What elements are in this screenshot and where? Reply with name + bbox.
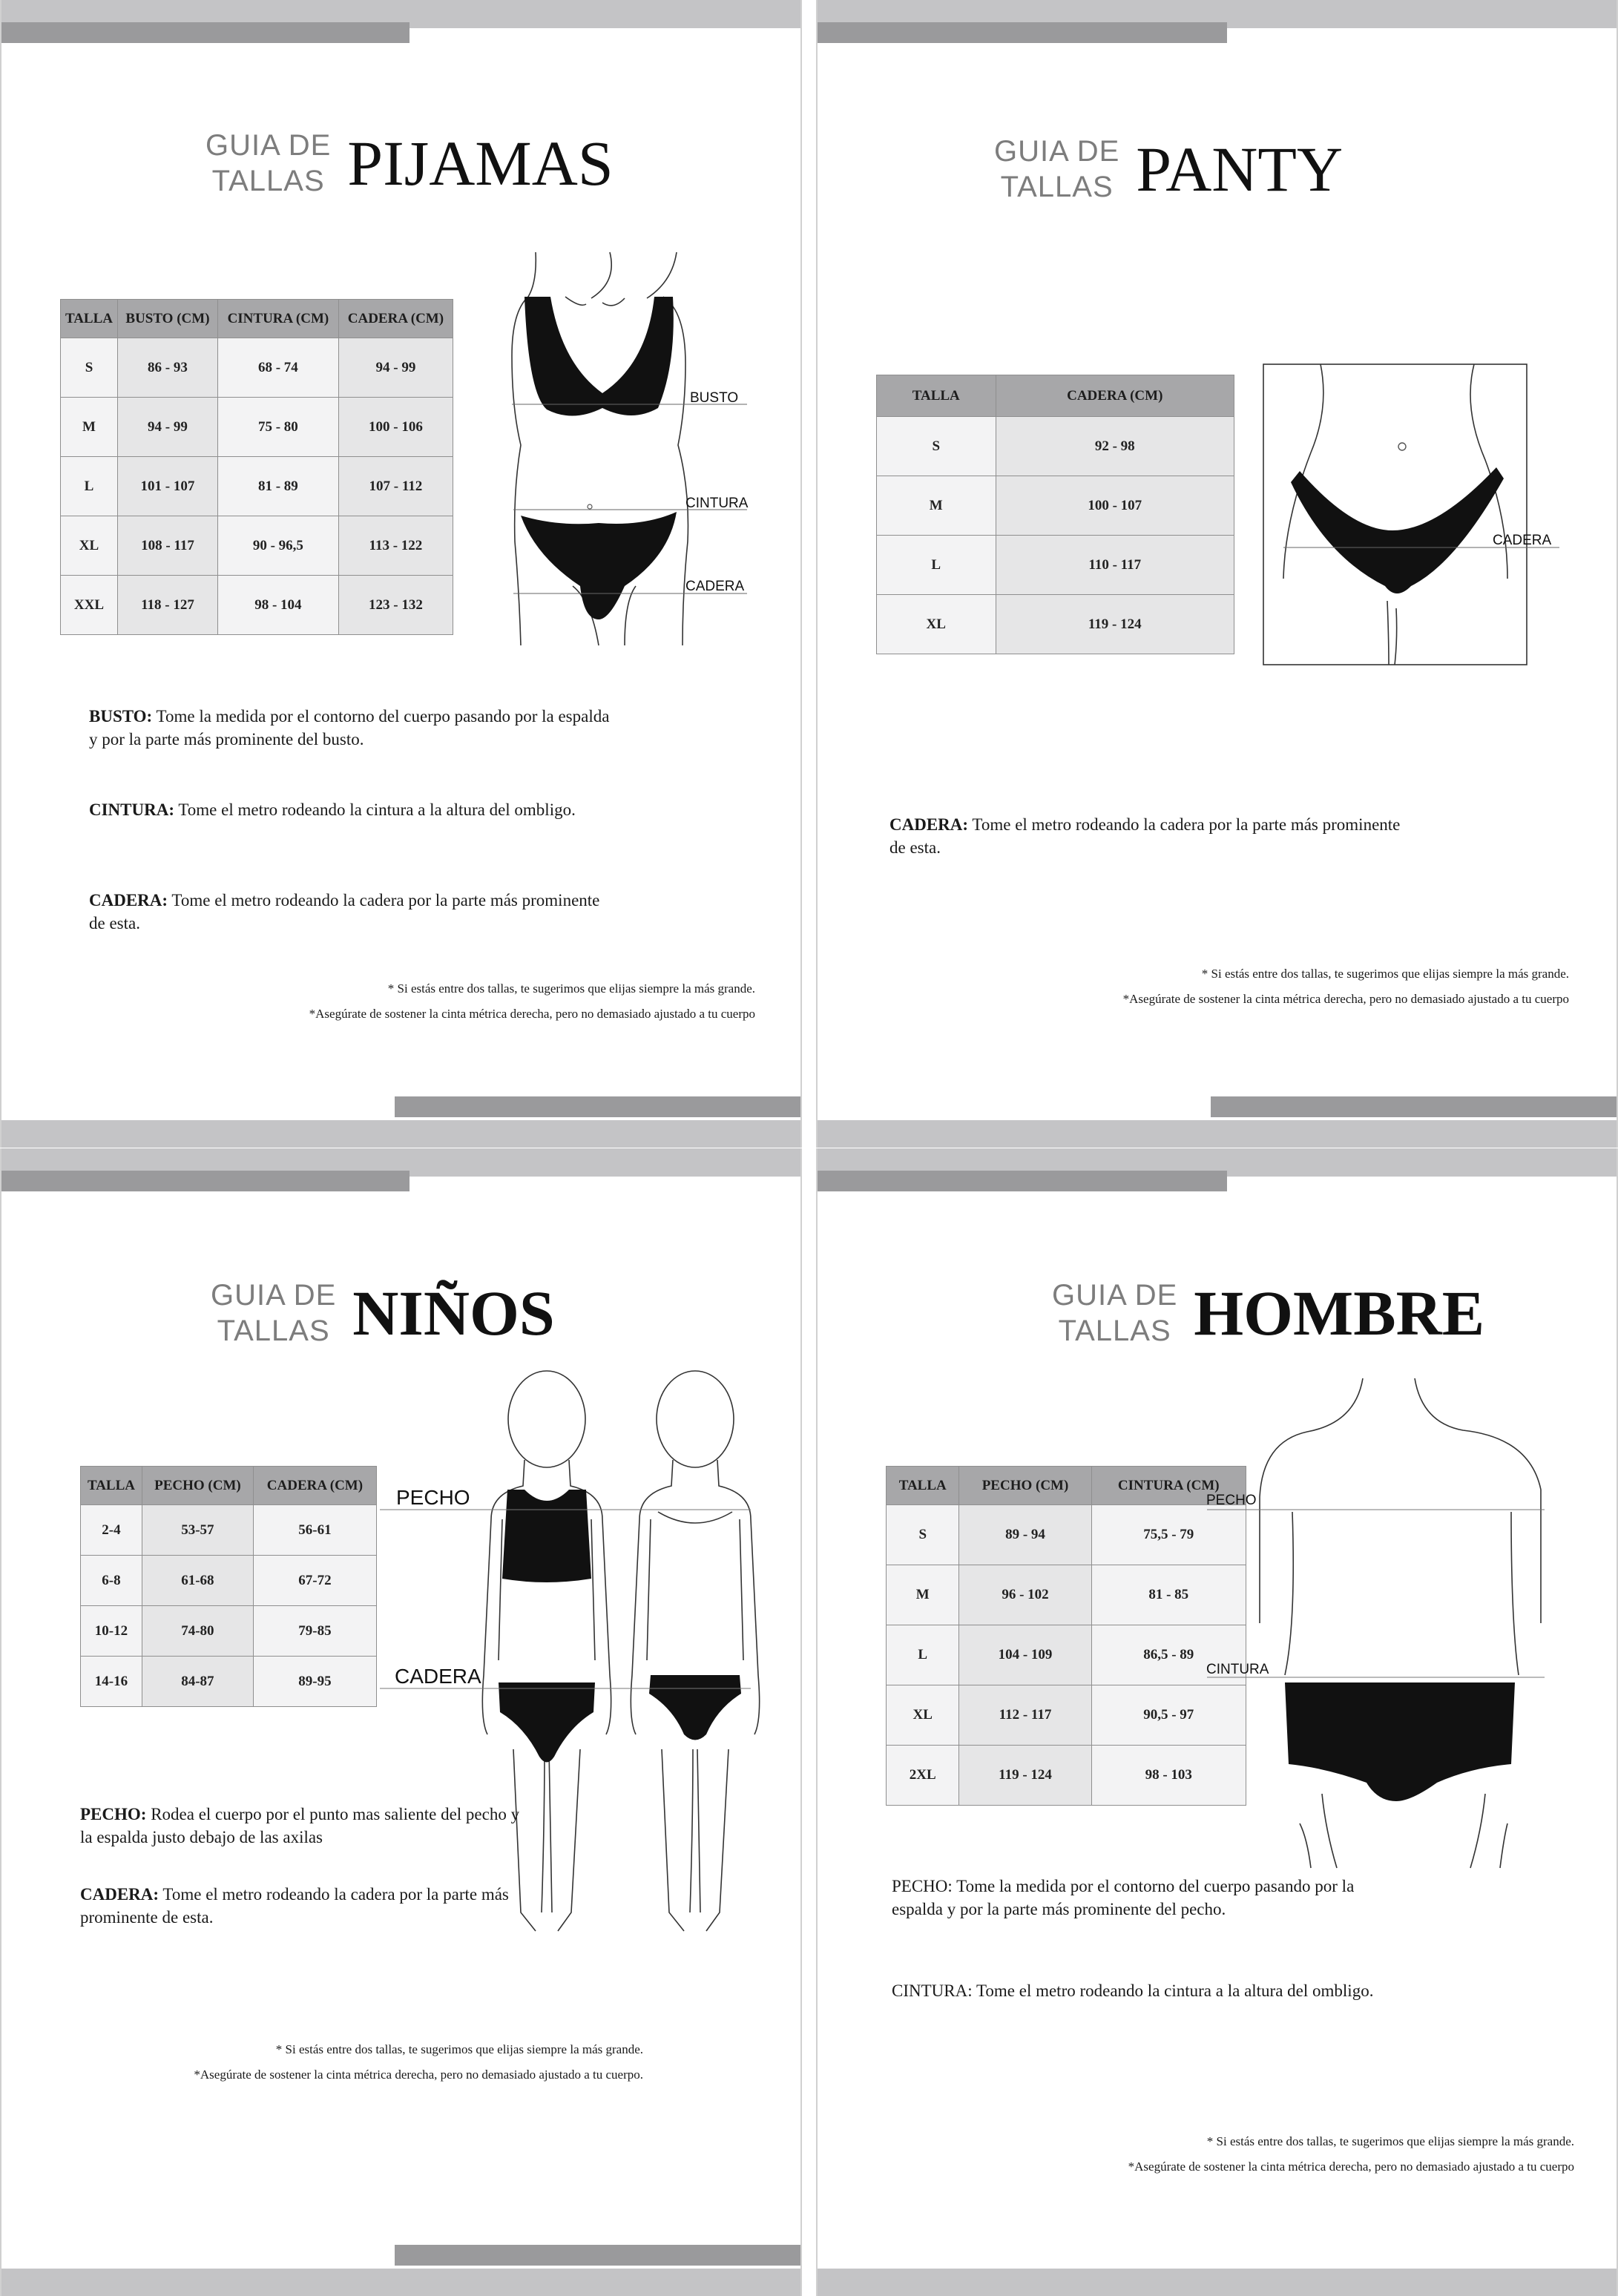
table-header-cell: CADERA (CM): [253, 1467, 376, 1505]
table-row: [61, 516, 453, 576]
table-row: [887, 1625, 1246, 1685]
table-row: [887, 1505, 1246, 1565]
desc-cadera: CADERA: Tome el metro rodeando la cadera por la parte más prominente de esta.: [80, 1885, 509, 1927]
table-cell: S: [61, 338, 118, 398]
table-cell: 79-85: [253, 1606, 376, 1657]
table-cell: 113 - 122: [338, 516, 453, 576]
panel-ninos: [0, 1148, 802, 2296]
table-cell: 89-95: [253, 1657, 376, 1707]
table-row: [61, 457, 453, 516]
page-title: GUIA DE TALLAS PANTY: [994, 134, 1344, 205]
size-table-hombre: [886, 1466, 1246, 1806]
table-cell: 81 - 89: [217, 457, 338, 516]
table-cell: 2-4: [81, 1505, 142, 1556]
table-header-cell: TALLA: [81, 1467, 142, 1505]
table-cell: 96 - 102: [959, 1565, 1091, 1625]
table-header-cell: CINTURA (CM): [1091, 1467, 1246, 1505]
table-cell: 74-80: [142, 1606, 253, 1657]
bottom-bar-light: [1, 2269, 802, 2296]
table-cell: 81 - 85: [1091, 1565, 1246, 1625]
desc-cadera: CADERA: Tome el metro rodeando la cadera por la parte más prominente de esta.: [889, 815, 1401, 857]
table-cell: XL: [877, 595, 996, 654]
table-cell: S: [887, 1505, 959, 1565]
children-illustration: [380, 1364, 766, 1935]
top-bar-dark: [1, 22, 410, 43]
bottom-bar-light: [818, 2269, 1618, 2296]
table-header-row: [887, 1467, 1246, 1505]
table-cell: S: [877, 417, 996, 476]
table-row: [887, 1565, 1246, 1625]
size-table-pijamas: [60, 299, 453, 635]
notes: * Si estás entre dos tallas, te sugerimos que elijas siempre la más grande. *Asegúrate de sostener la cinta métrica derecha, pero no demasiado ajustado a tu cuerpo: [309, 981, 755, 1021]
label-cadera: CADERA: [685, 579, 745, 594]
table-cell: 118 - 127: [117, 576, 217, 635]
table-cell: 89 - 94: [959, 1505, 1091, 1565]
table-cell: 86 - 93: [117, 338, 217, 398]
table-cell: L: [887, 1625, 959, 1685]
label-pecho: PECHO: [1206, 1493, 1257, 1508]
page-title: GUIA DE TALLAS HOMBRE: [1052, 1277, 1485, 1349]
table-header-cell: TALLA: [61, 300, 118, 338]
table-cell: 98 - 103: [1091, 1746, 1246, 1806]
table-header-cell: TALLA: [887, 1467, 959, 1505]
female-body-illustration: [491, 245, 788, 645]
table-cell: 90,5 - 97: [1091, 1685, 1246, 1746]
table-cell: 75,5 - 79: [1091, 1505, 1246, 1565]
table-row: [61, 338, 453, 398]
table-row: [877, 476, 1234, 536]
table-cell: XXL: [61, 576, 118, 635]
table-cell: 94 - 99: [117, 398, 217, 457]
label-pecho: PECHO: [396, 1486, 470, 1509]
table-row: [81, 1606, 377, 1657]
page-title: GUIA DE TALLAS PIJAMAS: [205, 128, 614, 199]
table-cell: 100 - 106: [338, 398, 453, 457]
table-header-cell: CINTURA (CM): [217, 300, 338, 338]
table-header-row: [61, 300, 453, 338]
table-cell: 53-57: [142, 1505, 253, 1556]
table-cell: 90 - 96,5: [217, 516, 338, 576]
size-table-panty: [876, 375, 1234, 654]
table-cell: 67-72: [253, 1556, 376, 1606]
hip-illustration: [1263, 364, 1552, 675]
desc-cintura: CINTURA: Tome el metro rodeando la cintura a la altura del ombligo.: [892, 1981, 1374, 2000]
bottom-bar-light: [818, 1120, 1618, 1148]
panel-hombre: [816, 1148, 1618, 2296]
male-body-illustration: [1206, 1378, 1567, 1868]
table-cell: 100 - 107: [996, 476, 1234, 536]
table-cell: 68 - 74: [217, 338, 338, 398]
table-cell: 94 - 99: [338, 338, 453, 398]
table-header-cell: PECHO (CM): [142, 1467, 253, 1505]
table-cell: 75 - 80: [217, 398, 338, 457]
table-cell: 61-68: [142, 1556, 253, 1606]
panel-pijamas: [0, 0, 802, 1148]
table-cell: 6-8: [81, 1556, 142, 1606]
table-cell: 98 - 104: [217, 576, 338, 635]
table-cell: M: [61, 398, 118, 457]
bottom-bar-dark: [1211, 1096, 1618, 1117]
table-cell: 14-16: [81, 1657, 142, 1707]
table-header-cell: BUSTO (CM): [117, 300, 217, 338]
table-cell: 2XL: [887, 1746, 959, 1806]
table-cell: 110 - 117: [996, 536, 1234, 595]
table-cell: 86,5 - 89: [1091, 1625, 1246, 1685]
desc-pecho: PECHO: Rodea el cuerpo por el punto mas saliente del pecho y la espalda justo debajo de las axilas: [80, 1805, 520, 1846]
table-row: [877, 417, 1234, 476]
desc-pecho: PECHO: Tome la medida por el contorno del cuerpo pasando por la espalda y por la parte más prominente del pecho.: [892, 1877, 1355, 1918]
size-table-ninos: [80, 1466, 377, 1707]
notes: * Si estás entre dos tallas, te sugerimos que elijas siempre la más grande. *Asegúrate de sostener la cinta métrica derecha, pero no demasiado ajustado a tu cuerpo.: [194, 2042, 643, 2082]
panel-panty: [816, 0, 1618, 1148]
table-cell: 104 - 109: [959, 1625, 1091, 1685]
bottom-bar-light: [1, 1120, 802, 1148]
table-cell: XL: [887, 1685, 959, 1746]
table-cell: XL: [61, 516, 118, 576]
label-cadera: CADERA: [1493, 533, 1552, 548]
desc-cintura: CINTURA: Tome el metro rodeando la cintura a la altura del ombligo.: [89, 800, 576, 819]
table-cell: 84-87: [142, 1657, 253, 1707]
label-cadera: CADERA: [395, 1665, 481, 1688]
table-cell: 119 - 124: [996, 595, 1234, 654]
notes: * Si estás entre dos tallas, te sugerimos que elijas siempre la más grande. *Asegúrate de sostener la cinta métrica derecha, pero no demasiado ajustado a tu cuerpo: [1128, 2134, 1574, 2174]
label-cintura: CINTURA: [1206, 1662, 1269, 1677]
top-bar-dark: [818, 22, 1227, 43]
table-row: [877, 595, 1234, 654]
table-cell: 108 - 117: [117, 516, 217, 576]
label-cintura: CINTURA: [685, 496, 749, 511]
table-row: [81, 1657, 377, 1707]
page-title: GUIA DE TALLAS NIÑOS: [211, 1277, 555, 1349]
table-header-cell: CADERA (CM): [338, 300, 453, 338]
bottom-bar-dark: [395, 1096, 802, 1117]
table-cell: 101 - 107: [117, 457, 217, 516]
desc-cadera: CADERA: Tome el metro rodeando la cadera por la parte más prominente de esta.: [89, 891, 600, 932]
table-header-row: [877, 375, 1234, 417]
top-bar-dark: [818, 1171, 1227, 1191]
table-cell: 92 - 98: [996, 417, 1234, 476]
table-row: [61, 398, 453, 457]
table-row: [61, 576, 453, 635]
table-header-row: [81, 1467, 377, 1505]
table-header-cell: CADERA (CM): [996, 375, 1234, 417]
table-cell: 119 - 124: [959, 1746, 1091, 1806]
table-cell: 112 - 117: [959, 1685, 1091, 1746]
table-cell: 10-12: [81, 1606, 142, 1657]
table-cell: 123 - 132: [338, 576, 453, 635]
table-header-cell: TALLA: [877, 375, 996, 417]
table-cell: M: [877, 476, 996, 536]
table-row: [81, 1556, 377, 1606]
table-row: [81, 1505, 377, 1556]
table-cell: 56-61: [253, 1505, 376, 1556]
table-cell: 107 - 112: [338, 457, 453, 516]
notes: * Si estás entre dos tallas, te sugerimos que elijas siempre la más grande. *Asegúrate de sostener la cinta métrica derecha, pero no demasiado ajustado a tu cuerpo: [1122, 967, 1569, 1006]
label-busto: BUSTO: [690, 390, 739, 406]
table-row: [887, 1746, 1246, 1806]
table-row: [877, 536, 1234, 595]
table-cell: L: [877, 536, 996, 595]
top-bar-dark: [1, 1171, 410, 1191]
table-row: [887, 1685, 1246, 1746]
table-header-cell: PECHO (CM): [959, 1467, 1091, 1505]
table-cell: M: [887, 1565, 959, 1625]
bottom-bar-dark: [395, 2245, 802, 2266]
table-cell: L: [61, 457, 118, 516]
desc-busto: BUSTO: Tome la medida por el contorno del cuerpo pasando por la espalda y por la parte más prominente del busto.: [89, 707, 610, 749]
